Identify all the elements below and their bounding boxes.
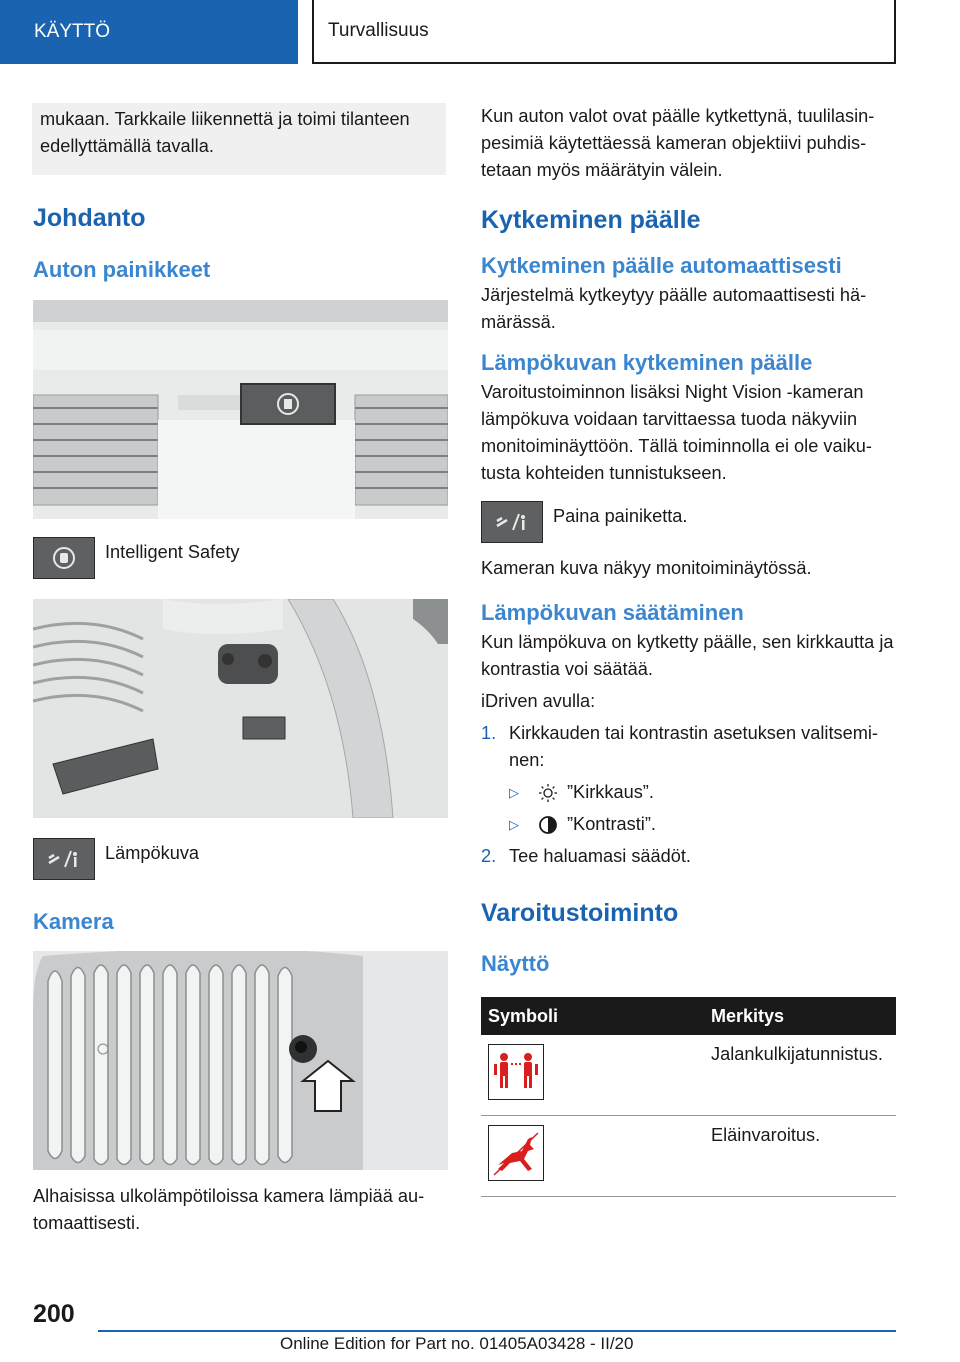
dashboard-buttons-photo (33, 300, 448, 519)
kidney-grille-camera-photo (33, 951, 448, 1170)
intelligent-safety-label: Intelligent Safety (105, 542, 240, 562)
note-box (32, 103, 446, 175)
press-button-text: Paina painiketta. (553, 506, 688, 526)
step-text: Tee haluamasi säädöt. (509, 846, 691, 866)
heading-switch-on: Kytkeminen päälle (481, 206, 701, 234)
heading-buttons: Auton painikkeet (33, 257, 211, 282)
thermal-image-label: Lämpökuva (105, 843, 200, 863)
section-tab (0, 0, 298, 64)
heading-warning: Varoitustoiminto (481, 899, 679, 927)
section-title: KÄYTTÖ (34, 21, 111, 42)
triangle-bullet-icon: ▷ (509, 817, 519, 832)
adjust-steps (481, 720, 896, 870)
animal-warning-icon (488, 1125, 544, 1181)
camera-description: Alhaisissa ulkolämpötiloissa kamera lämpiää automaattisesti. (33, 1186, 425, 1233)
table-header-row (481, 997, 896, 1035)
table-row (481, 1116, 896, 1197)
step-number: 1. (481, 723, 497, 743)
intelligent-safety-row (33, 537, 448, 579)
sub-brightness-text: ”Kirkkaus”. (567, 782, 654, 802)
thermal-image-row (33, 838, 448, 880)
sub-brightness (481, 779, 896, 806)
sub-contrast-text: ”Kontrasti”. (567, 814, 656, 834)
sun-icon (537, 783, 559, 803)
right-column (481, 103, 896, 1197)
steering-column-photo (33, 599, 448, 818)
night-vision-button-icon (481, 501, 543, 543)
chapter-tab (312, 0, 896, 64)
table-header-meaning: Merkitys (704, 997, 896, 1035)
sub-contrast (481, 811, 896, 838)
pedestrian-warning-icon (488, 1044, 544, 1100)
table-cell-meaning: Jalankulkijatunnistus. (704, 1035, 896, 1116)
left-column (33, 103, 448, 1237)
table-header-symbol: Symboli (481, 997, 704, 1035)
adjust-text: Kun lämpökuva on kytketty päälle, sen kirkkautta ja kontrastia voi säätää. (481, 632, 894, 679)
auto-on-text: Järjestelmä kytkeytyy päälle automaattisesti hämärässä. (481, 285, 867, 332)
heading-camera: Kamera (33, 909, 114, 934)
thermal-on-text: Varoitustoiminnon lisäksi Night Vision -kameran lämpökuva voidaan tarvittaessa tuoda näkyviin monitoiminäyttöön. Tällä toiminnolla ei ole vaikutusta kohteiden tunnistukseen. (481, 382, 872, 483)
triangle-bullet-icon: ▷ (509, 785, 519, 800)
edition-text: Online Edition for Part no. 01405A03428 - II/20 (280, 1334, 634, 1353)
intelligent-safety-button-icon (33, 537, 95, 579)
footer-divider (98, 1330, 896, 1332)
table-cell-symbol (481, 1035, 704, 1116)
step-2 (481, 843, 896, 870)
table-row (481, 1035, 896, 1116)
contrast-icon (537, 815, 559, 835)
step-number: 2. (481, 846, 497, 866)
page-number: 200 (33, 1300, 75, 1328)
night-vision-button-icon (33, 838, 95, 880)
heading-thermal-on: Lämpökuvan kytkeminen päälle (481, 350, 813, 375)
camera-view-text: Kameran kuva näkyy monitoiminäytössä. (481, 558, 812, 578)
step-1 (481, 720, 896, 774)
note-text: mukaan. Tarkkaile liikennettä ja toimi tilanteen edellyttämällä tavalla. (40, 109, 410, 156)
press-button-row (481, 501, 896, 543)
table-cell-symbol (481, 1116, 704, 1197)
table-cell-meaning: Eläinvaroitus. (704, 1116, 896, 1197)
cleaning-text: Kun auton valot ovat päälle kytkettynä, tuulilasinpesimiä käytettäessä kameran objektiivi puhdistetaan myös määrätyin välein. (481, 106, 875, 180)
symbol-table (481, 997, 896, 1197)
heading-intro: Johdanto (33, 204, 146, 232)
heading-display: Näyttö (481, 951, 550, 976)
heading-adjust: Lämpökuvan säätäminen (481, 600, 744, 625)
chapter-title: Turvallisuus (328, 20, 429, 41)
idrive-text: iDriven avulla: (481, 691, 596, 711)
heading-auto-on: Kytkeminen päälle automaattisesti (481, 253, 842, 278)
step-text: Kirkkauden tai kontrastin asetuksen valitseminen: (509, 723, 878, 770)
